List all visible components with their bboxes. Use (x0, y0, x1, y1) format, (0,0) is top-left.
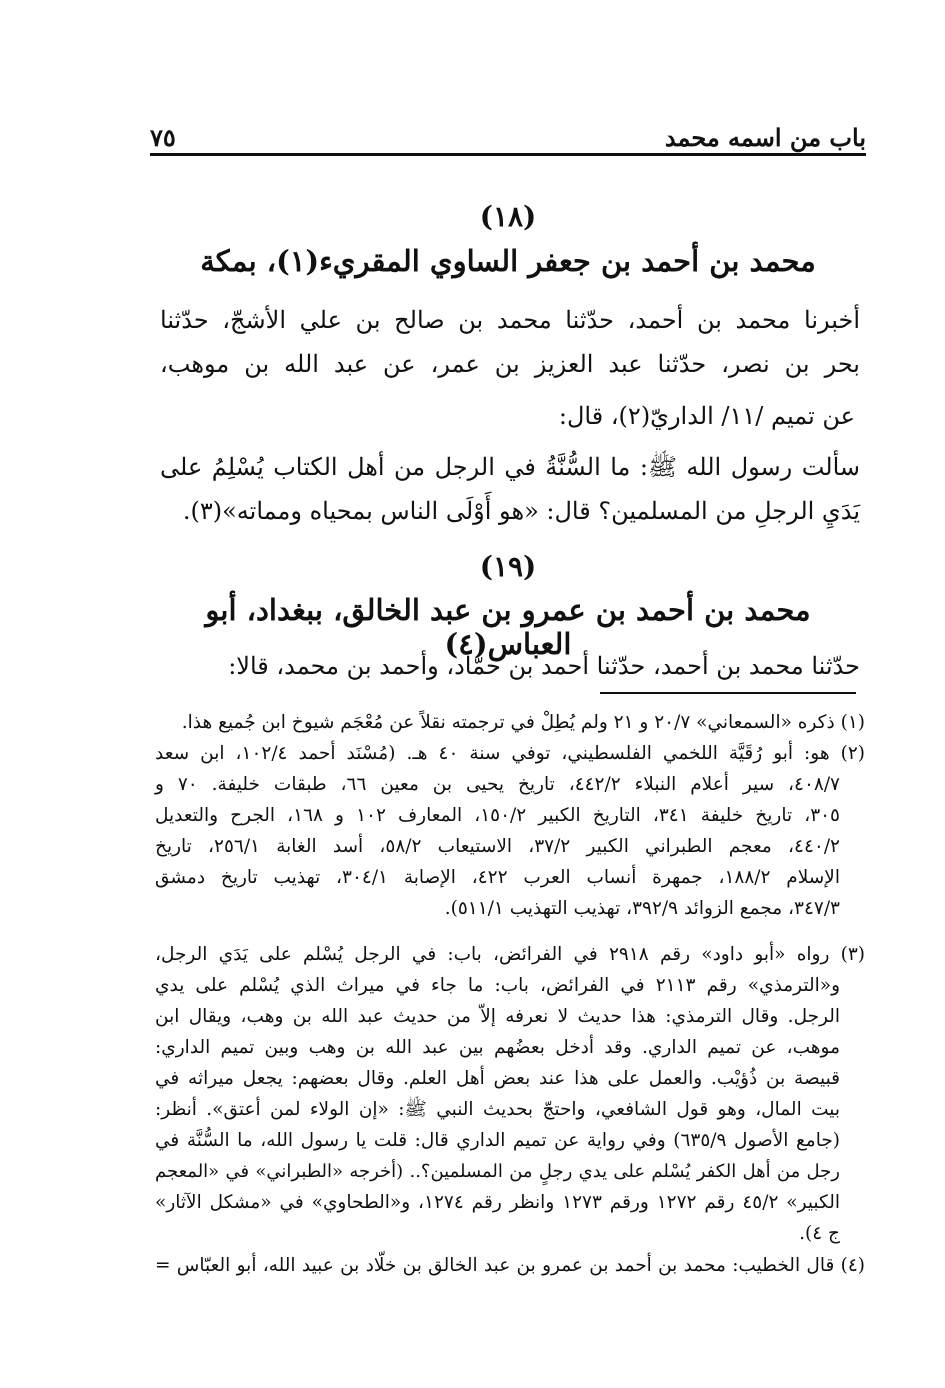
footnote-line: ج ٤). (799, 1223, 840, 1244)
footnote-line: موهب، عن تميم الداري. وقد أدخل بعضُهم بين عبد الله بن وهب وبين تميم الداري: (155, 1037, 840, 1058)
page-number: ٧٥ (150, 123, 176, 152)
footnote-line: الإسلام ١٨٨/٢، جمهرة أنساب العرب ٤٢٢، الإصابة ٣٠٤/١، تهذيب تاريخ دمشق (155, 867, 840, 888)
running-title: باب من اسمه محمد (664, 123, 866, 152)
entry-title: محمد بن أحمد بن عمرو بن عبد الخالق، ببغداد، أبو العباس(٤) (205, 593, 811, 661)
entry-title: محمد بن أحمد بن جعفر الساوي المقريء(١)، بمكة (200, 244, 816, 278)
footnote-line: رجل من أهل الكفر يُسْلم على يدي رجلٍ من المسلمين؟.. (أخرجه «الطبراني» في «المعجم (155, 1161, 840, 1182)
footnote-line: الكبير» ٤٥/٢ رقم ١٢٧٢ ورقم ١٢٧٣ وانظر رقم ١٢٧٤، و«الطحاوي» في «مشكل الآثار» (155, 1192, 840, 1213)
entry-text-line: يَدَيِ الرجلِ من المسلمين؟ قال: «هو أَوْلَى الناس بمحياه ومماته»(٣). (182, 497, 860, 525)
header-rule (150, 153, 866, 156)
footnote-line: ٣٠٥، تاريخ خليفة ٣٤١، التاريخ الكبير ١٥٠/٢، المعارف ١٠٢ و ١٦٨، الجرح والتعديل (155, 805, 840, 826)
footnote-line: (جامع الأصول ٦٣٥/٩) وفي رواية عن تميم الداري قال: قلت يا رسول الله، ما السُّنَّة في (155, 1130, 840, 1151)
footnote-rule (600, 692, 856, 694)
footnote-line: (٤) قال الخطيب: محمد بن أحمد بن عمرو بن عبد الخالق بن خلّاد بن عبيد الله، أبو العبّاس = (155, 1255, 865, 1276)
entry-text-line: بحر بن نصر، حدّثنا عبد العزيز بن عمر، عن عبد الله بن موهب، (160, 350, 860, 378)
entry-number: (١٩) (479, 550, 537, 583)
footnote-line: (٣) رواه «أبو داود» رقم ٢٩١٨ في الفرائض، باب: في الرجل يُسْلم على يَدَي الرجل، (155, 944, 865, 965)
page-header (150, 112, 866, 152)
entry-text-line: حدّثنا محمد بن أحمد، حدّثنا أحمد بن حمّاد، وأحمد بن محمد، قالا: (228, 652, 860, 680)
footnote-line: ٤٠٨/٧، سير أعلام النبلاء ٤٤٢/٢، تاريخ يحيى بن معين ٦٦، طبقات خليفة. ٧٠ و (155, 774, 840, 795)
footnote-line: قبيصة بن ذُؤيْب. والعمل على هذا عند بعض أهل العلم. وقال بعضهم: يجعل ميراثه في (155, 1068, 840, 1089)
footnote-line: الرجل. وقال الترمذي: هذا حديث لا نعرفه إلاّ من حديث عبد الله بن وهب، ويقال ابن (155, 1006, 840, 1027)
footnote-line: (٢) هو: أبو رُقَيَّة اللخمي الفلسطيني، توفي سنة ٤٠ هـ. (مُسْنَد أحمد ١٠٢/٤، ابن سعد (155, 743, 865, 764)
footnote-line: ٣٤٧/٣، مجمع الزوائد ٣٩٢/٩، تهذيب التهذيب ٥١١/١). (444, 898, 840, 919)
footnote-line: ٤٤٠/٢، معجم الطبراني الكبير ٣٧/٢، الاستيعاب ٥٨/٢، أسد الغابة ٢٥٦/١، تاريخ (155, 836, 840, 857)
footnote-line: (١) ذكره «السمعاني» ٢٠/٧ و ٢١ ولم يُطِلْ في ترجمته نقلاً عن مُعْجَم شيوخ ابن جُميع هذا. (181, 712, 865, 733)
entry-text-line: عن تميم /١١/ الداريّ(٢)، قال: (558, 402, 855, 430)
entry-text-line: سألت رسول الله ﷺ: ما السُّنَّةُ في الرجل من أهل الكتاب يُسْلِمُ على (160, 453, 860, 481)
footnote-line: بيت المال، وهو قول الشافعي، واحتجّ بحديث النبي ﷺ: «إن الولاء لمن أعتق». أنظر: (155, 1099, 840, 1120)
entry-number: (١٨) (479, 200, 537, 233)
entry-text-line: أخبرنا محمد بن أحمد، حدّثنا محمد بن صالح بن علي الأشجّ، حدّثنا (160, 306, 860, 334)
footnote-line: و«الترمذي» رقم ٢١١٣ في الفرائض، باب: ما جاء في ميراث الذي يُسْلم على يدي (155, 975, 841, 996)
